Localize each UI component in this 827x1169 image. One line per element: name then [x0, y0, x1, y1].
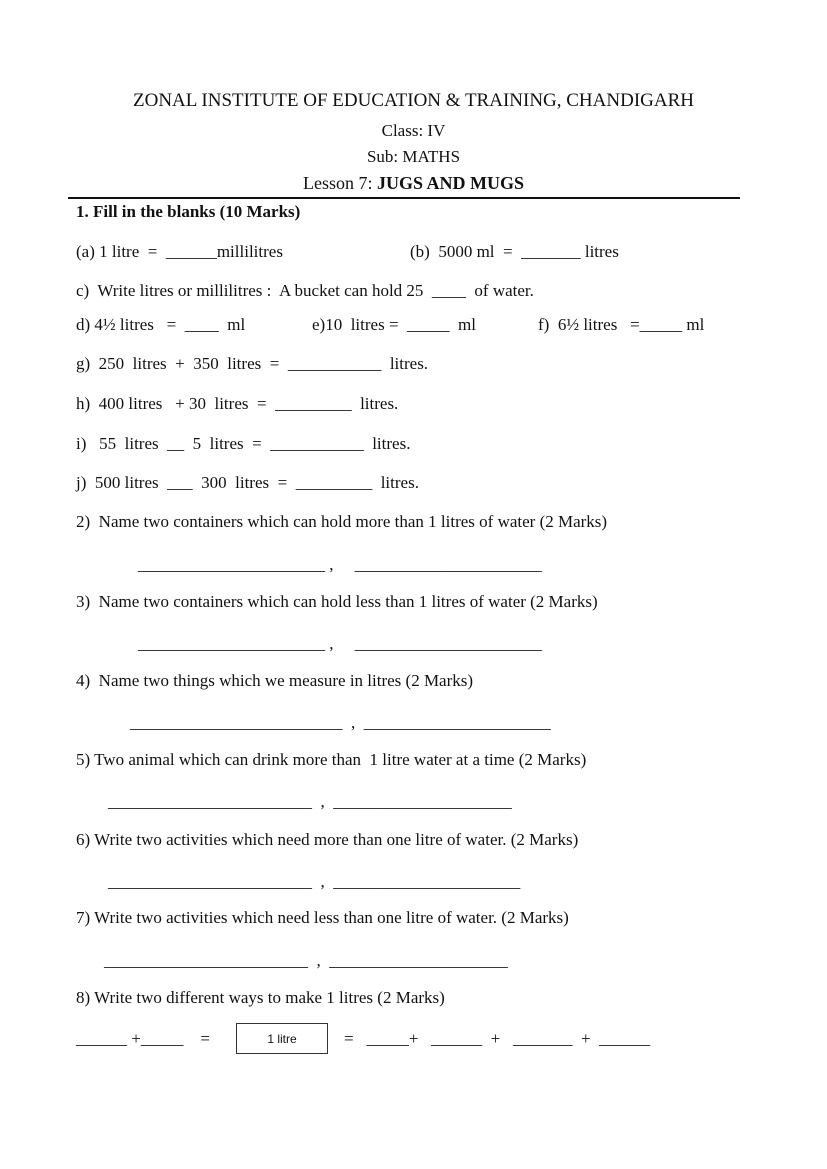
- q8-text: 8) Write two different ways to make 1 litres (2 Marks): [76, 988, 445, 1007]
- q1-c: c) Write litres or millilitres : A bucket can hold 25 ____ of water.: [76, 281, 534, 300]
- q3-text: 3) Name two containers which can hold less than 1 litres of water (2 Marks): [76, 592, 598, 611]
- q2-answer-blanks[interactable]: ______________________ , ______________________: [138, 555, 542, 574]
- q1-d: d) 4½ litres = ____ ml: [76, 315, 246, 334]
- q7-answer-blanks[interactable]: ________________________ , _____________________: [104, 951, 508, 970]
- q1-f: f) 6½ litres =_____ ml: [538, 315, 705, 334]
- q4-text: 4) Name two things which we measure in litres (2 Marks): [76, 671, 474, 690]
- q1-e: e)10 litres = _____ ml: [312, 315, 476, 334]
- q1-a: (a) 1 litre = ______millilitres: [76, 242, 283, 261]
- one-litre-box: 1 litre: [236, 1023, 328, 1054]
- q8-right-blanks[interactable]: = _____+ ______ + _______ + ______: [344, 1029, 651, 1048]
- q1-b: (b) 5000 ml = _______ litres: [410, 242, 619, 261]
- q5-answer-blanks[interactable]: ________________________ , _____________________: [108, 792, 512, 811]
- q1-heading: 1. Fill in the blanks (10 Marks): [76, 202, 301, 221]
- q1-i: i) 55 litres __ 5 litres = ___________ litres.: [76, 434, 411, 453]
- subject-label: Sub: MATHS: [366, 147, 461, 166]
- q6-text: 6) Write two activities which need more than one litre of water. (2 Marks): [76, 830, 579, 849]
- institute-title: ZONAL INSTITUTE OF EDUCATION & TRAINING, CHANDIGARH: [133, 90, 694, 111]
- class-label: Class: IV: [381, 121, 446, 140]
- lesson-title: JUGS AND MUGS: [376, 173, 524, 193]
- q6-answer-blanks[interactable]: ________________________ , ______________________: [108, 872, 521, 891]
- q5-text: 5) Two animal which can drink more than 1 litre water at a time (2 Marks): [76, 750, 587, 769]
- q2-text: 2) Name two containers which can hold more than 1 litres of water (2 Marks): [76, 512, 608, 531]
- q3-answer-blanks[interactable]: ______________________ , ______________________: [138, 634, 542, 653]
- header-divider: [68, 197, 740, 199]
- q1-g: g) 250 litres + 350 litres = ___________ litres.: [76, 354, 429, 373]
- q4-answer-blanks[interactable]: _________________________ , ______________________: [130, 713, 551, 732]
- lesson-label: [0, 173, 827, 193]
- q8-left-blanks[interactable]: ______ +_____ =: [76, 1029, 210, 1048]
- q7-text: 7) Write two activities which need less than one litre of water. (2 Marks): [76, 908, 569, 927]
- q1-j: j) 500 litres ___ 300 litres = _________ litres.: [76, 473, 419, 492]
- lesson-prefix: Lesson 7:: [302, 173, 377, 193]
- q1-h: h) 400 litres + 30 litres = _________ litres.: [76, 394, 399, 413]
